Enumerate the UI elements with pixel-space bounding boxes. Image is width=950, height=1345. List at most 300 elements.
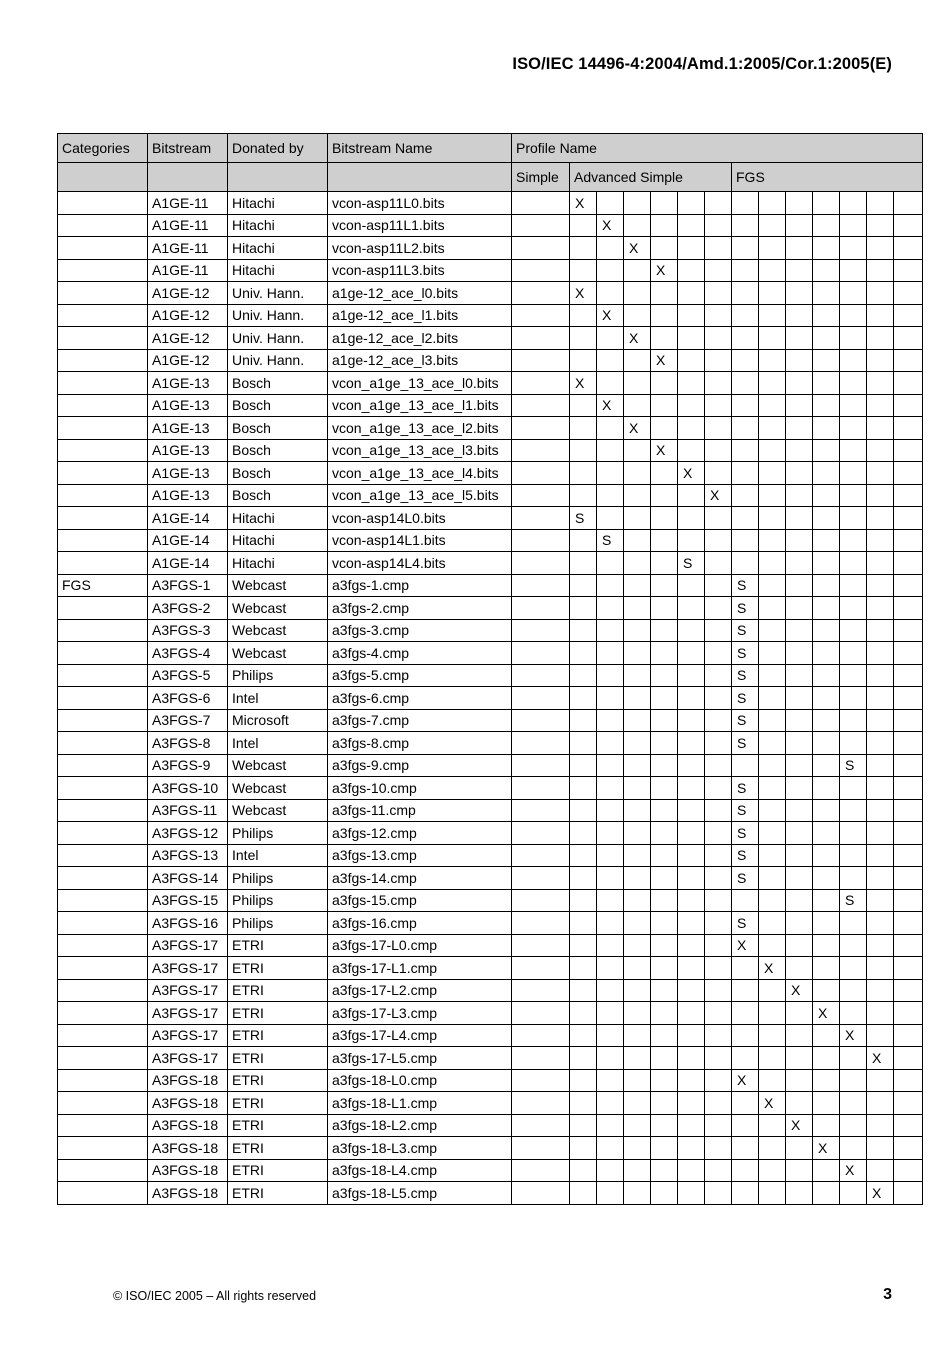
cell-profile-mark: X [624, 417, 651, 440]
cell-profile-mark [624, 867, 651, 890]
cell-category [58, 372, 148, 395]
cell-profile-mark [512, 597, 570, 620]
cell-profile-mark [624, 1024, 651, 1047]
cell-profile-mark [512, 529, 570, 552]
cell-profile-mark [867, 372, 894, 395]
cell-profile-mark [840, 912, 867, 935]
cell-profile-mark [705, 957, 732, 980]
cell-profile-mark [512, 732, 570, 755]
cell-profile-mark: X [813, 1002, 840, 1025]
cell-profile-mark [759, 1047, 786, 1070]
cell-profile-mark [512, 507, 570, 530]
cell-bitstream: A3FGS-11 [148, 799, 228, 822]
cell-profile-mark [512, 1137, 570, 1160]
cell-bitstream-name: a3fgs-18-L4.cmp [328, 1159, 512, 1182]
cell-profile-mark [705, 822, 732, 845]
cell-profile-mark [786, 192, 813, 215]
cell-profile-mark [624, 709, 651, 732]
cell-profile-mark [597, 1047, 624, 1070]
cell-profile-mark [678, 484, 705, 507]
cell-profile-mark [894, 687, 923, 710]
cell-profile-mark [512, 462, 570, 485]
cell-profile-mark [597, 934, 624, 957]
cell-donated-by: Intel [228, 844, 328, 867]
cell-profile-mark [570, 417, 597, 440]
cell-donated-by: Univ. Hann. [228, 282, 328, 305]
cell-category [58, 777, 148, 800]
cell-profile-mark [597, 957, 624, 980]
cell-profile-mark [813, 237, 840, 260]
cell-bitstream-name: a1ge-12_ace_l2.bits [328, 327, 512, 350]
cell-profile-mark [786, 214, 813, 237]
cell-profile-mark [894, 979, 923, 1002]
cell-bitstream: A3FGS-2 [148, 597, 228, 620]
cell-profile-mark [512, 957, 570, 980]
cell-bitstream: A3FGS-12 [148, 822, 228, 845]
cell-profile-mark [786, 529, 813, 552]
cell-category [58, 304, 148, 327]
header-donated-by: Donated by [228, 134, 328, 163]
cell-profile-mark [840, 777, 867, 800]
cell-profile-mark [840, 394, 867, 417]
cell-donated-by: Bosch [228, 372, 328, 395]
cell-bitstream: A1GE-11 [148, 192, 228, 215]
cell-profile-mark [840, 979, 867, 1002]
cell-category [58, 687, 148, 710]
cell-profile-mark [732, 1047, 759, 1070]
table-row [58, 462, 923, 485]
cell-profile-mark [786, 394, 813, 417]
cell-profile-mark [894, 754, 923, 777]
cell-profile-mark [651, 957, 678, 980]
cell-profile-mark [759, 417, 786, 440]
cell-profile-mark [732, 1159, 759, 1182]
cell-category [58, 889, 148, 912]
cell-profile-mark [705, 1114, 732, 1137]
cell-profile-mark: S [732, 619, 759, 642]
cell-profile-mark [759, 327, 786, 350]
cell-profile-mark [894, 237, 923, 260]
cell-profile-mark: X [786, 979, 813, 1002]
cell-profile-mark: X [732, 1069, 759, 1092]
cell-profile-mark [597, 687, 624, 710]
cell-profile-mark [894, 574, 923, 597]
cell-profile-mark [786, 327, 813, 350]
cell-bitstream-name: a3fgs-16.cmp [328, 912, 512, 935]
cell-profile-mark [759, 732, 786, 755]
cell-category [58, 619, 148, 642]
cell-profile-mark [570, 642, 597, 665]
cell-donated-by: Bosch [228, 439, 328, 462]
cell-profile-mark [759, 844, 786, 867]
table-row [58, 484, 923, 507]
cell-profile-mark [894, 1137, 923, 1160]
cell-profile-mark [624, 372, 651, 395]
cell-profile-mark [678, 417, 705, 440]
cell-profile-mark [705, 192, 732, 215]
table-header-row [58, 134, 923, 163]
table-row [58, 237, 923, 260]
table-row [58, 979, 923, 1002]
cell-bitstream: A3FGS-17 [148, 1047, 228, 1070]
table-row [58, 597, 923, 620]
cell-bitstream: A1GE-12 [148, 282, 228, 305]
cell-category [58, 844, 148, 867]
cell-profile-mark [597, 1182, 624, 1205]
cell-profile-mark [624, 822, 651, 845]
cell-profile-mark [651, 372, 678, 395]
cell-category [58, 529, 148, 552]
cell-profile-mark: X [759, 1092, 786, 1115]
document-header-id: ISO/IEC 14496-4:2004/Amd.1:2005/Cor.1:2005(E) [512, 55, 892, 73]
cell-profile-mark [813, 1182, 840, 1205]
cell-bitstream-name: vcon_a1ge_13_ace_l4.bits [328, 462, 512, 485]
cell-profile-mark [840, 1092, 867, 1115]
cell-profile-mark [786, 1137, 813, 1160]
cell-category [58, 237, 148, 260]
cell-profile-mark: X [624, 237, 651, 260]
cell-profile-mark [705, 664, 732, 687]
cell-profile-mark [813, 822, 840, 845]
cell-profile-mark [570, 574, 597, 597]
cell-profile-mark [570, 732, 597, 755]
cell-profile-mark [813, 979, 840, 1002]
cell-profile-mark [597, 552, 624, 575]
cell-bitstream: A3FGS-9 [148, 754, 228, 777]
cell-profile-mark [894, 1047, 923, 1070]
table-row [58, 844, 923, 867]
cell-profile-mark [840, 619, 867, 642]
cell-profile-mark [786, 462, 813, 485]
cell-profile-mark [867, 822, 894, 845]
cell-profile-mark [570, 439, 597, 462]
cell-profile-mark [894, 799, 923, 822]
cell-bitstream: A3FGS-16 [148, 912, 228, 935]
cell-profile-mark [705, 799, 732, 822]
cell-profile-mark [840, 192, 867, 215]
cell-profile-mark [867, 529, 894, 552]
cell-donated-by: ETRI [228, 1069, 328, 1092]
cell-profile-mark [597, 507, 624, 530]
cell-profile-mark [732, 304, 759, 327]
cell-profile-mark [894, 777, 923, 800]
cell-profile-mark [705, 462, 732, 485]
cell-profile-mark [624, 979, 651, 1002]
cell-profile-mark [678, 259, 705, 282]
table-subheader-row [58, 163, 923, 192]
cell-profile-mark [894, 1159, 923, 1182]
cell-profile-mark [759, 1182, 786, 1205]
cell-donated-by: ETRI [228, 1092, 328, 1115]
cell-profile-mark [732, 1114, 759, 1137]
cell-profile-mark [624, 754, 651, 777]
cell-category [58, 484, 148, 507]
cell-profile-mark [678, 867, 705, 890]
cell-profile-mark [813, 934, 840, 957]
cell-bitstream-name: vcon-asp11L1.bits [328, 214, 512, 237]
cell-profile-mark [813, 304, 840, 327]
cell-profile-mark [570, 979, 597, 1002]
cell-bitstream-name: a1ge-12_ace_l3.bits [328, 349, 512, 372]
cell-profile-mark [651, 597, 678, 620]
cell-profile-mark [705, 597, 732, 620]
cell-profile-mark [759, 282, 786, 305]
cell-profile-mark [512, 979, 570, 1002]
cell-profile-mark [867, 844, 894, 867]
cell-bitstream: A3FGS-13 [148, 844, 228, 867]
cell-category [58, 1182, 148, 1205]
cell-donated-by: Webcast [228, 619, 328, 642]
cell-profile-mark [570, 1002, 597, 1025]
cell-category [58, 912, 148, 935]
cell-profile-mark: X [624, 327, 651, 350]
cell-profile-mark [786, 439, 813, 462]
cell-profile-mark [759, 259, 786, 282]
cell-profile-mark [597, 889, 624, 912]
cell-profile-mark [786, 867, 813, 890]
table-row [58, 1069, 923, 1092]
cell-profile-mark [786, 754, 813, 777]
cell-category [58, 282, 148, 305]
cell-profile-mark [597, 1069, 624, 1092]
cell-profile-mark [894, 597, 923, 620]
header-profile-name: Profile Name [512, 134, 923, 163]
cell-profile-mark [705, 372, 732, 395]
cell-donated-by: ETRI [228, 1159, 328, 1182]
cell-profile-mark: X [651, 349, 678, 372]
cell-donated-by: Univ. Hann. [228, 304, 328, 327]
cell-donated-by: Webcast [228, 597, 328, 620]
cell-profile-mark [597, 439, 624, 462]
cell-profile-mark [512, 687, 570, 710]
cell-profile-mark: X [570, 192, 597, 215]
cell-profile-mark [597, 799, 624, 822]
cell-profile-mark [570, 237, 597, 260]
table-row [58, 822, 923, 845]
cell-profile-mark [597, 1024, 624, 1047]
cell-profile-mark: X [813, 1137, 840, 1160]
cell-donated-by: Webcast [228, 574, 328, 597]
cell-profile-mark [624, 912, 651, 935]
cell-profile-mark [651, 417, 678, 440]
cell-category [58, 1159, 148, 1182]
cell-profile-mark: X [840, 1024, 867, 1047]
cell-bitstream: A3FGS-18 [148, 1182, 228, 1205]
cell-bitstream: A3FGS-7 [148, 709, 228, 732]
cell-bitstream-name: a3fgs-9.cmp [328, 754, 512, 777]
cell-bitstream-name: vcon-asp14L4.bits [328, 552, 512, 575]
cell-profile-mark [705, 844, 732, 867]
cell-profile-mark [597, 709, 624, 732]
cell-profile-mark [597, 282, 624, 305]
cell-profile-mark [705, 439, 732, 462]
cell-profile-mark [651, 282, 678, 305]
cell-profile-mark [813, 372, 840, 395]
cell-profile-mark [759, 507, 786, 530]
page-number: 3 [883, 1286, 892, 1303]
cell-profile-mark [624, 934, 651, 957]
cell-profile-mark [840, 1114, 867, 1137]
cell-bitstream-name: vcon_a1ge_13_ace_l5.bits [328, 484, 512, 507]
cell-profile-mark [624, 1092, 651, 1115]
cell-profile-mark [512, 709, 570, 732]
cell-profile-mark [759, 664, 786, 687]
cell-profile-mark [867, 664, 894, 687]
cell-profile-mark [512, 282, 570, 305]
cell-profile-mark [867, 327, 894, 350]
cell-profile-mark [759, 912, 786, 935]
table-row [58, 282, 923, 305]
cell-profile-mark [759, 754, 786, 777]
cell-donated-by: Webcast [228, 777, 328, 800]
cell-profile-mark [813, 912, 840, 935]
cell-profile-mark [597, 327, 624, 350]
table-row [58, 1024, 923, 1047]
cell-profile-mark [678, 529, 705, 552]
cell-profile-mark [894, 844, 923, 867]
cell-bitstream: A3FGS-18 [148, 1114, 228, 1137]
cell-profile-mark [840, 574, 867, 597]
cell-profile-mark [678, 192, 705, 215]
cell-category: FGS [58, 574, 148, 597]
cell-profile-mark [732, 192, 759, 215]
cell-profile-mark [705, 1047, 732, 1070]
cell-profile-mark [867, 619, 894, 642]
cell-profile-mark [624, 1047, 651, 1070]
cell-profile-mark [678, 394, 705, 417]
cell-profile-mark [624, 732, 651, 755]
cell-profile-mark [867, 642, 894, 665]
cell-profile-mark [597, 642, 624, 665]
cell-bitstream-name: a3fgs-5.cmp [328, 664, 512, 687]
table-row [58, 777, 923, 800]
table-row [58, 867, 923, 890]
cell-bitstream-name: a3fgs-17-L5.cmp [328, 1047, 512, 1070]
cell-profile-mark [597, 462, 624, 485]
cell-profile-mark [597, 822, 624, 845]
cell-profile-mark [840, 709, 867, 732]
cell-profile-mark [732, 394, 759, 417]
cell-profile-mark [732, 327, 759, 350]
cell-profile-mark [597, 664, 624, 687]
subheader-advanced-simple: Advanced Simple [570, 163, 732, 192]
cell-profile-mark [759, 192, 786, 215]
cell-profile-mark [867, 349, 894, 372]
cell-profile-mark [624, 192, 651, 215]
cell-profile-mark [813, 574, 840, 597]
cell-donated-by: ETRI [228, 1114, 328, 1137]
cell-profile-mark [512, 867, 570, 890]
cell-profile-mark [678, 687, 705, 710]
table-row [58, 259, 923, 282]
cell-profile-mark [678, 709, 705, 732]
cell-bitstream: A3FGS-3 [148, 619, 228, 642]
cell-donated-by: Hitachi [228, 259, 328, 282]
cell-donated-by: Bosch [228, 484, 328, 507]
cell-bitstream-name: a3fgs-12.cmp [328, 822, 512, 845]
cell-profile-mark [651, 664, 678, 687]
cell-profile-mark [786, 844, 813, 867]
cell-profile-mark [894, 462, 923, 485]
cell-profile-mark [512, 1024, 570, 1047]
cell-profile-mark [651, 1182, 678, 1205]
cell-profile-mark [786, 597, 813, 620]
cell-category [58, 754, 148, 777]
cell-profile-mark [570, 1024, 597, 1047]
cell-profile-mark [786, 259, 813, 282]
cell-profile-mark [624, 552, 651, 575]
cell-profile-mark [840, 529, 867, 552]
cell-profile-mark [624, 484, 651, 507]
cell-profile-mark [894, 732, 923, 755]
cell-profile-mark [705, 867, 732, 890]
cell-profile-mark [597, 912, 624, 935]
cell-profile-mark [597, 417, 624, 440]
cell-donated-by: Hitachi [228, 192, 328, 215]
cell-profile-mark [732, 439, 759, 462]
cell-profile-mark [813, 394, 840, 417]
cell-profile-mark: S [732, 664, 759, 687]
cell-profile-mark [840, 867, 867, 890]
cell-profile-mark [867, 552, 894, 575]
cell-profile-mark [759, 1137, 786, 1160]
table-row [58, 687, 923, 710]
cell-profile-mark [840, 1002, 867, 1025]
cell-category [58, 507, 148, 530]
cell-profile-mark [840, 259, 867, 282]
table-row [58, 1114, 923, 1137]
cell-profile-mark [894, 1114, 923, 1137]
cell-profile-mark [678, 732, 705, 755]
cell-profile-mark [705, 777, 732, 800]
cell-profile-mark [678, 1024, 705, 1047]
cell-profile-mark [894, 1069, 923, 1092]
cell-profile-mark [867, 282, 894, 305]
cell-bitstream-name: a3fgs-17-L4.cmp [328, 1024, 512, 1047]
cell-profile-mark [867, 214, 894, 237]
cell-profile-mark [894, 282, 923, 305]
cell-bitstream-name: a3fgs-18-L5.cmp [328, 1182, 512, 1205]
cell-profile-mark [678, 754, 705, 777]
cell-profile-mark [624, 394, 651, 417]
table-row [58, 799, 923, 822]
cell-profile-mark [624, 462, 651, 485]
cell-profile-mark: X [840, 1159, 867, 1182]
cell-profile-mark [813, 777, 840, 800]
cell-profile-mark [786, 1002, 813, 1025]
cell-profile-mark [705, 1002, 732, 1025]
cell-profile-mark [597, 867, 624, 890]
cell-profile-mark [786, 349, 813, 372]
cell-profile-mark [651, 552, 678, 575]
cell-profile-mark [813, 664, 840, 687]
cell-bitstream: A1GE-13 [148, 394, 228, 417]
cell-profile-mark [813, 732, 840, 755]
cell-profile-mark [786, 417, 813, 440]
cell-profile-mark [597, 237, 624, 260]
cell-profile-mark [867, 484, 894, 507]
cell-profile-mark [624, 439, 651, 462]
cell-profile-mark [705, 1024, 732, 1047]
cell-profile-mark [867, 417, 894, 440]
cell-profile-mark [732, 1137, 759, 1160]
cell-bitstream-name: vcon-asp11L3.bits [328, 259, 512, 282]
cell-profile-mark [597, 754, 624, 777]
cell-profile-mark [678, 642, 705, 665]
cell-bitstream-name: a3fgs-14.cmp [328, 867, 512, 890]
cell-profile-mark [759, 619, 786, 642]
cell-profile-mark [678, 799, 705, 822]
